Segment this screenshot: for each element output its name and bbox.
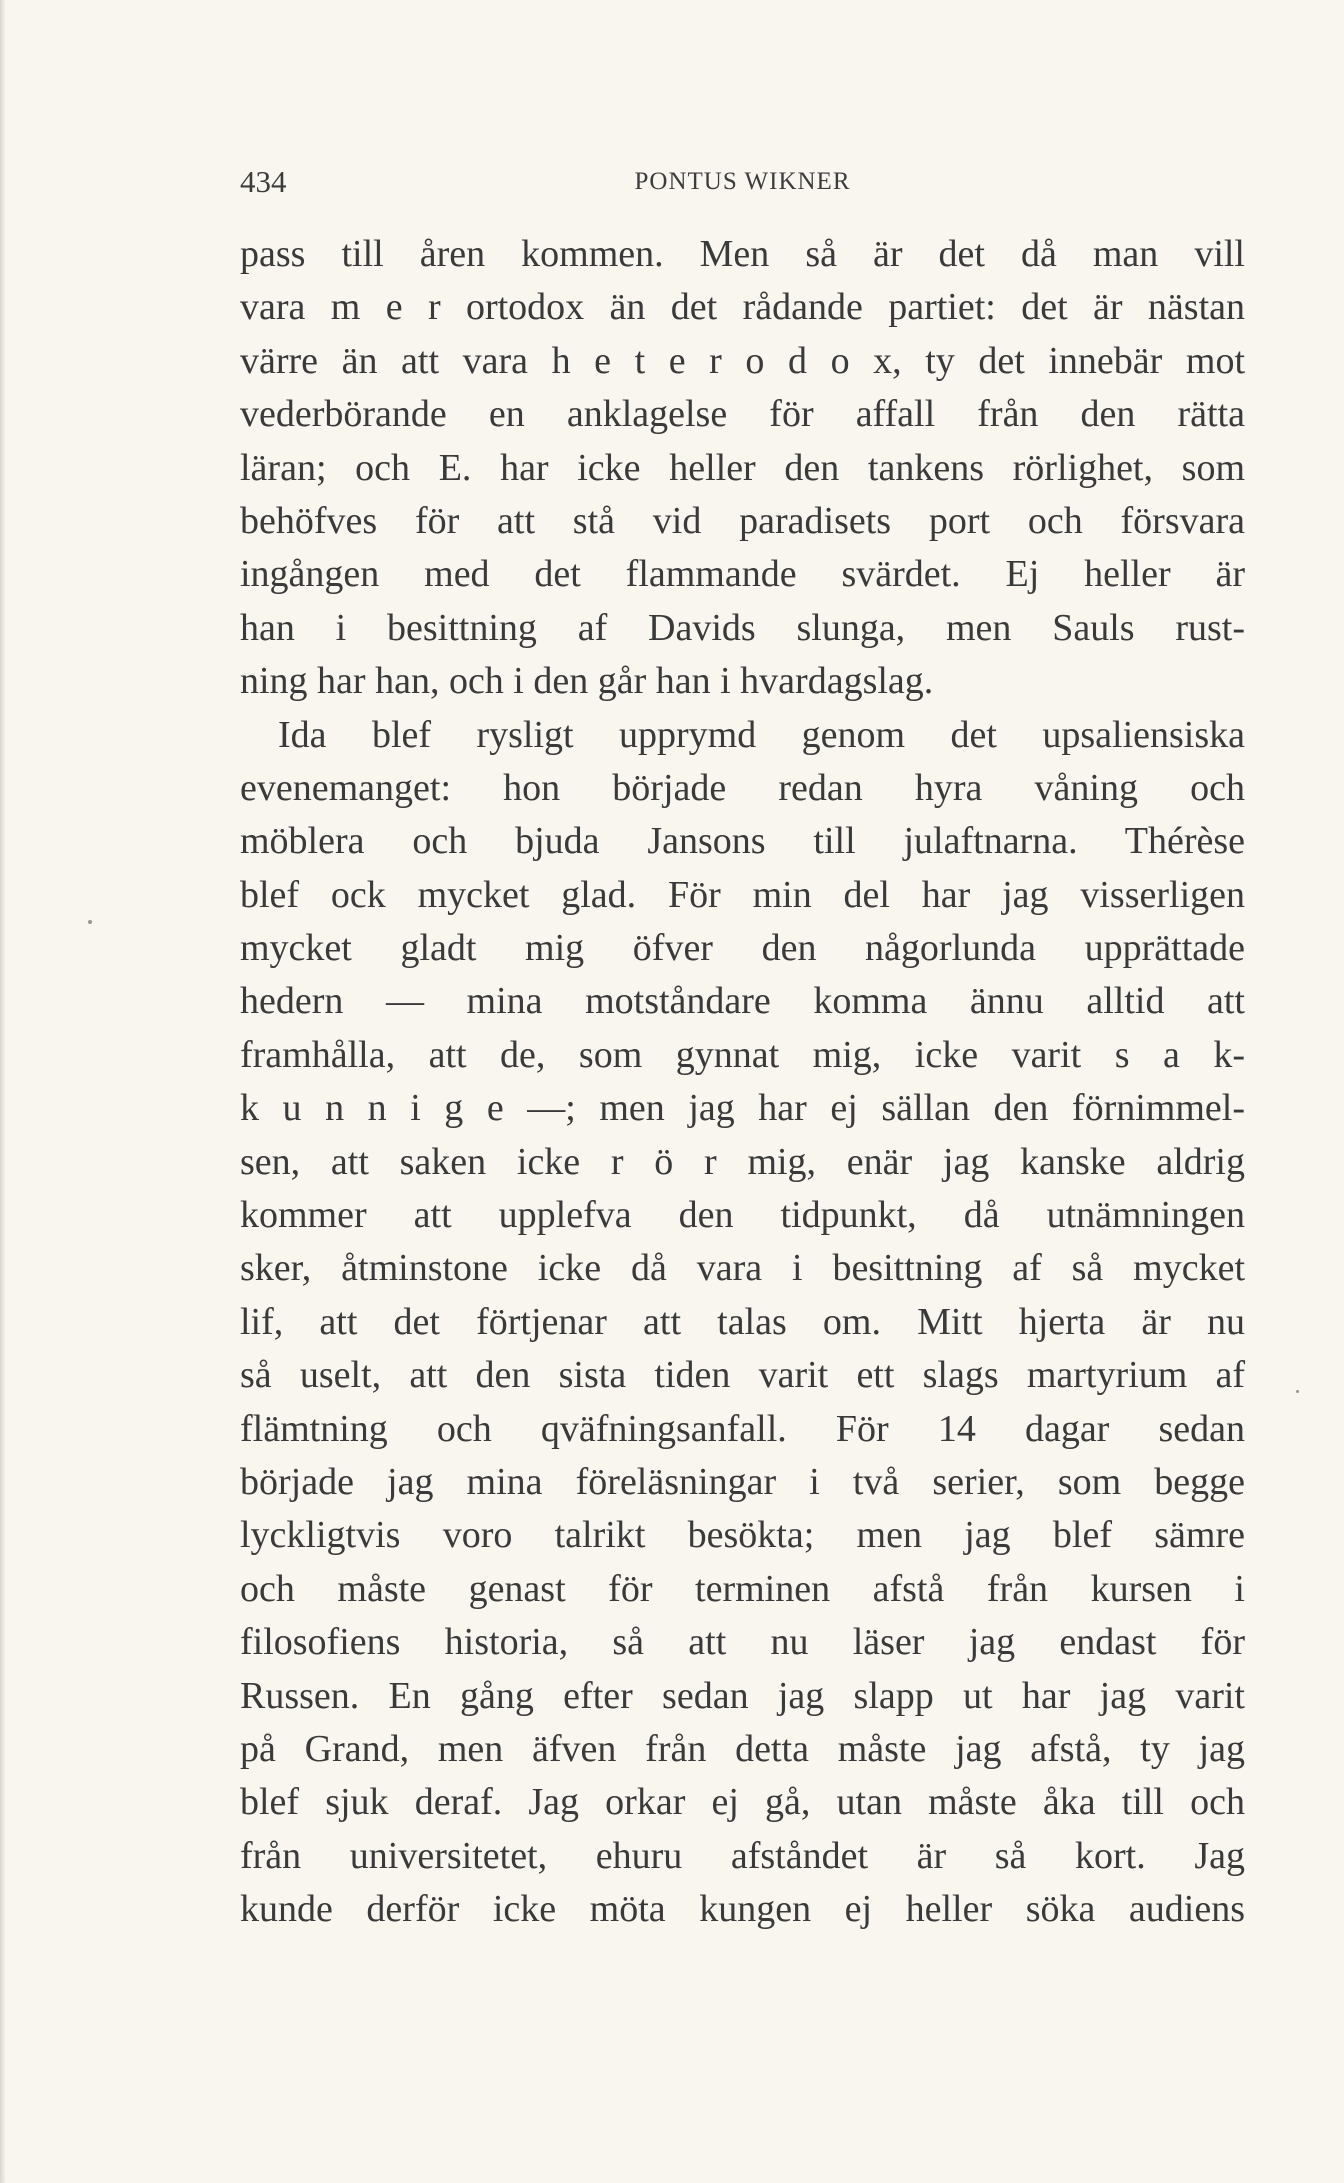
text-line: så uselt, att den sista tiden varit ett slags martyrium af — [240, 1354, 1245, 1397]
text-line: han i besittning af Davids slunga, men Sauls rust- — [240, 606, 1245, 649]
text-line: k u n n i g e —; men jag har ej sällan den förnimmel- — [240, 1087, 1245, 1130]
text-line: och måste genast för terminen afstå från kursen i — [240, 1567, 1245, 1610]
paper-speck — [88, 920, 92, 924]
text-line: från universitetet, ehuru afståndet är så kort. Jag — [240, 1834, 1245, 1877]
text-line: kommer att upplefva den tidpunkt, då utnämningen — [240, 1194, 1245, 1237]
text-line: ning har han, och i den går han i hvardagslag. — [240, 660, 934, 703]
text-line: pass till åren kommen. Men så är det då man vill — [240, 233, 1245, 275]
page-number: 434 — [240, 164, 287, 199]
running-head: PONTUS WIKNER — [634, 168, 851, 195]
text-line: sen, att saken icke r ö r mig, enär jag kanske aldrig — [240, 1140, 1245, 1183]
text-line: lyckligtvis voro talrikt besökta; men jag blef sämre — [240, 1514, 1245, 1557]
text-line: sker, åtminstone icke då vara i besittning af så mycket — [240, 1247, 1245, 1290]
text-line: flämtning och qväfningsanfall. För 14 dagar sedan — [240, 1407, 1245, 1450]
text-line: evenemanget: hon började redan hyra våning och — [240, 766, 1245, 809]
text-line: blef sjuk deraf. Jag orkar ej gå, utan måste åka till och — [240, 1781, 1245, 1824]
text-line: hedern — mina motståndare komma ännu alltid att — [240, 980, 1245, 1023]
page-header — [240, 164, 1245, 208]
text-line: Russen. En gång efter sedan jag slapp ut har jag varit — [240, 1674, 1245, 1717]
text-line: filosofiens historia, så att nu läser jag endast för — [240, 1621, 1245, 1664]
text-line: framhålla, att de, som gynnat mig, icke varit s a k- — [240, 1033, 1245, 1076]
text-line: läran; och E. har icke heller den tankens rörlighet, som — [240, 446, 1245, 489]
text-line: lif, att det förtjenar att talas om. Mitt hjerta är nu — [240, 1300, 1245, 1343]
text-line: ingången med det flammande svärdet. Ej heller är — [240, 553, 1245, 596]
text-line: mycket gladt mig öfver den någorlunda upprättade — [240, 927, 1245, 970]
text-line: värre än att vara h e t e r o d o x, ty det innebär mot — [240, 339, 1245, 382]
body-text — [240, 228, 1245, 1937]
paper-speck — [1296, 1390, 1299, 1393]
text-line: möblera och bjuda Jansons till julaftnarna. Thérèse — [240, 820, 1245, 863]
text-line: Ida blef rysligt upprymd genom det upsaliensiska — [278, 713, 1245, 756]
text-line: började jag mina föreläsningar i två serier, som begge — [240, 1460, 1245, 1503]
text-line: blef ock mycket glad. För min del har jag visserligen — [240, 873, 1245, 916]
page-edge-shadow — [0, 0, 6, 2183]
text-line: på Grand, men äfven från detta måste jag afstå, ty jag — [240, 1727, 1245, 1770]
text-line: vara m e r ortodox än det rådande partiet: det är nästan — [240, 286, 1245, 329]
text-line: behöfves för att stå vid paradisets port och försvara — [240, 499, 1245, 542]
text-line: vederbörande en anklagelse för affall från den rätta — [240, 393, 1245, 436]
text-line: kunde derför icke möta kungen ej heller söka audiens — [240, 1888, 1245, 1931]
